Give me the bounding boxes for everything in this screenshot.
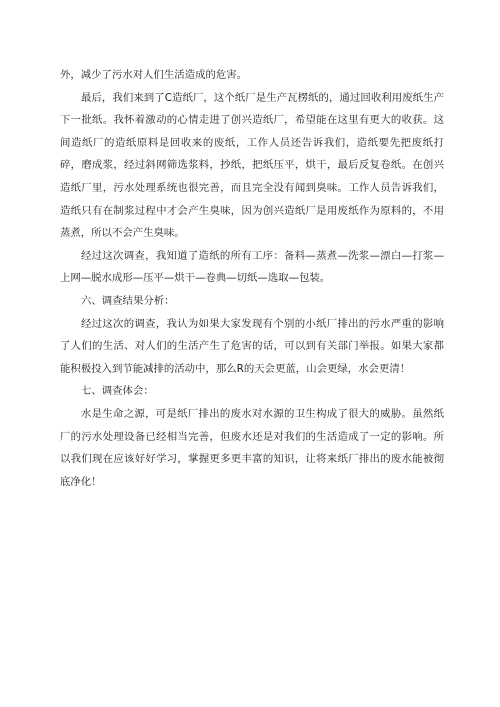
- paragraph-reflection: 水是生命之源，可是纸厂排出的废水对水源的卫生构成了很大的威胁。虽然纸厂的污水处理设备已经相当完善，但废水还是对我们的生活造成了一定的影响。所以我们现在应该好好学习，掌握更多更丰富的知识，让将来纸厂排出的废水能被彻底净化！: [60, 407, 444, 488]
- paragraph-continuation: 外，减少了污水对人们生活造成的危害。: [60, 69, 248, 81]
- paragraph-process-summary: 经过这次调查，我知道了造纸的所有工序：备料—蒸煮—洗浆—漂白—打浆—上网—脱水成形—压平—烘干—卷典—切纸—选取—包装。: [60, 249, 444, 285]
- section-heading-analysis: 六、调查结果分析：: [81, 294, 175, 307]
- document-page: [60, 64, 444, 493]
- paragraph-paper-mill-visit: 最后，我们来到了C造纸厂，这个纸厂是生产瓦楞纸的，通过回收利用废纸生产下一批纸。我怀着激动的心情走进了创兴造纸厂，希望能在这里有更大的收获。这间造纸厂的造纸原料是回收来的废纸，工作人员还告诉我们，造纸要先把废纸打碎，磨成浆，经过斜网筛选浆料，抄纸，把纸压平，烘干，最后反复卷纸。在创兴造纸厂里，污水处理系统也很完善，而且完全没有闻到臭味。工作人员告诉我们，造纸只有在制浆过程中才会产生臭味，因为创兴造纸厂是用废纸作为原料的，不用蒸煮，所以不会产生臭味。: [60, 91, 444, 240]
- paragraph-analysis: 经过这次的调查，我认为如果大家发现有个别的小纸厂排出的污水严重的影响了人们的生活、对人们的生活产生了危害的话，可以到有关部门举报。如果大家都能积极投入到节能减排的活动中，那么R的天会更蓝，山会更绿，水会更清！: [60, 317, 444, 375]
- section-heading-reflection: 七、调查体会：: [81, 385, 154, 398]
